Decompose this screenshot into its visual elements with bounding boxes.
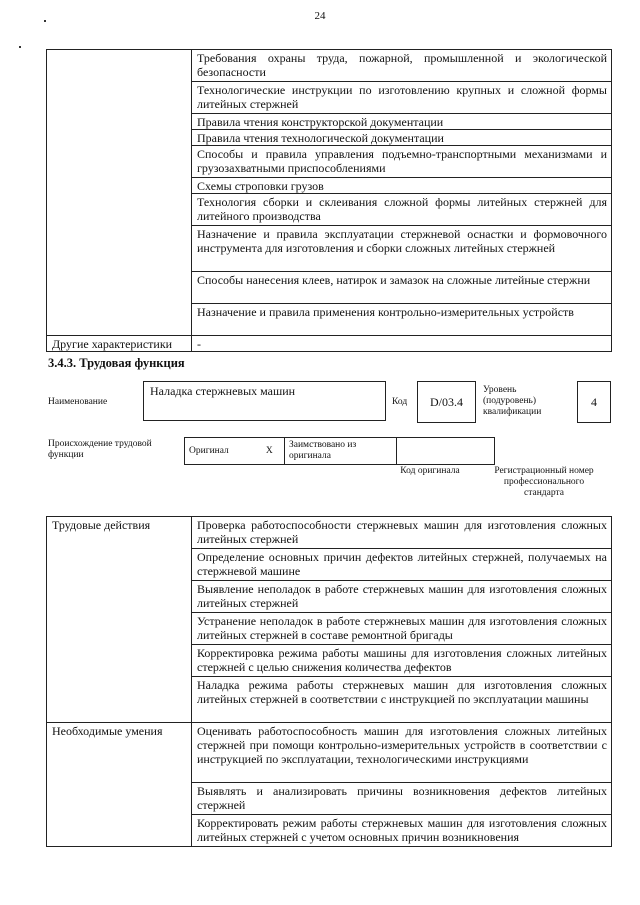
knowledge-row: Схемы строповки грузов [192,178,612,194]
original-code-cell [397,438,495,465]
page-number: 24 [314,10,326,22]
knowledge-row: Правила чтения конструкторской документации [192,114,612,130]
labor-action-row: Выявление неполадок в работе стержневых машин для изготовления сложных литейных стержней [192,581,612,613]
code-label: Код [392,397,408,407]
other-characteristics-label: Другие характеристики [47,336,192,352]
other-characteristics-value: - [192,336,612,352]
original-mark: X [255,438,285,465]
knowledge-row: Назначение и правила эксплуатации стержневой оснастки и формовочного инструмента для изготовления и сборки сложных литейных стержней [192,226,612,272]
knowledge-row: Назначение и правила применения контрольно-измерительных устройств [192,304,612,336]
borrowed-label: Заимствовано из оригинала [285,438,397,465]
required-skills-label: Необходимые умения [47,723,192,847]
knowledge-table [46,49,612,352]
scan-speck [44,20,46,22]
scan-speck [19,46,21,48]
name-label: Наименование [48,397,108,407]
labor-actions-label: Трудовые действия [47,517,192,723]
original-label: Оригинал [185,438,255,465]
function-code-box: D/03.4 [417,381,476,423]
original-code-label: Код оригинала [400,466,460,476]
labor-action-row: Определение основных причин дефектов литейных стержней, получаемых на стержневой машине [192,549,612,581]
function-table [46,516,612,847]
labor-action-row: Устранение неполадок в работе стержневых машин для изготовления сложных литейных стержней в составе ремонтной бригады [192,613,612,645]
skill-row: Оценивать работоспособность машин для изготовления сложных литейных стержней при помощи контрольно-измерительных устройств в соответствии с инструкцией по эксплуатации, технологическими инструкциями [192,723,612,783]
knowledge-row: Технологические инструкции по изготовлению крупных и сложной формы литейных стержней [192,82,612,114]
skill-row: Корректировать режим работы стержневых машин для изготовления сложных литейных стержней с учетом основных причин возникновения [192,815,612,847]
labor-action-row: Корректировка режима работы машины для изготовления сложных литейных стержней с целью снижения количества дефектов [192,645,612,677]
knowledge-row: Способы нанесения клеев, натирок и замазок на сложные литейные стержни [192,272,612,304]
knowledge-row: Технология сборки и склеивания сложной формы литейных стержней для литейного производства [192,194,612,226]
skill-row: Выявлять и анализировать причины возникновения дефектов литейных стержней [192,783,612,815]
labor-action-row: Проверка работоспособности стержневых машин для изготовления сложных литейных стержней [192,517,612,549]
origin-label: Происхождение трудовой функции [48,439,152,460]
section-title: 3.4.3. Трудовая функция [48,356,185,370]
knowledge-row: Требования охраны труда, пожарной, промышленной и экологической безопасности [192,50,612,82]
function-name-box: Наладка стержневых машин [143,381,386,421]
level-label: Уровень (подуровень) квалификации [483,385,542,417]
origin-table [184,437,610,465]
level-box: 4 [577,381,611,423]
knowledge-row: Правила чтения технологической документации [192,130,612,146]
knowledge-label-cell [47,50,192,336]
registration-number-cell [495,438,610,465]
registration-number-label: Регистрационный номер профессионального стандарта [494,466,594,498]
labor-action-row: Наладка режима работы стержневых машин для изготовления сложных литейных стержней в соответствии с инструкцией по эксплуатации машины [192,677,612,723]
knowledge-row: Способы и правила управления подъемно-транспортными механизмами и грузозахватными приспособлениями [192,146,612,178]
